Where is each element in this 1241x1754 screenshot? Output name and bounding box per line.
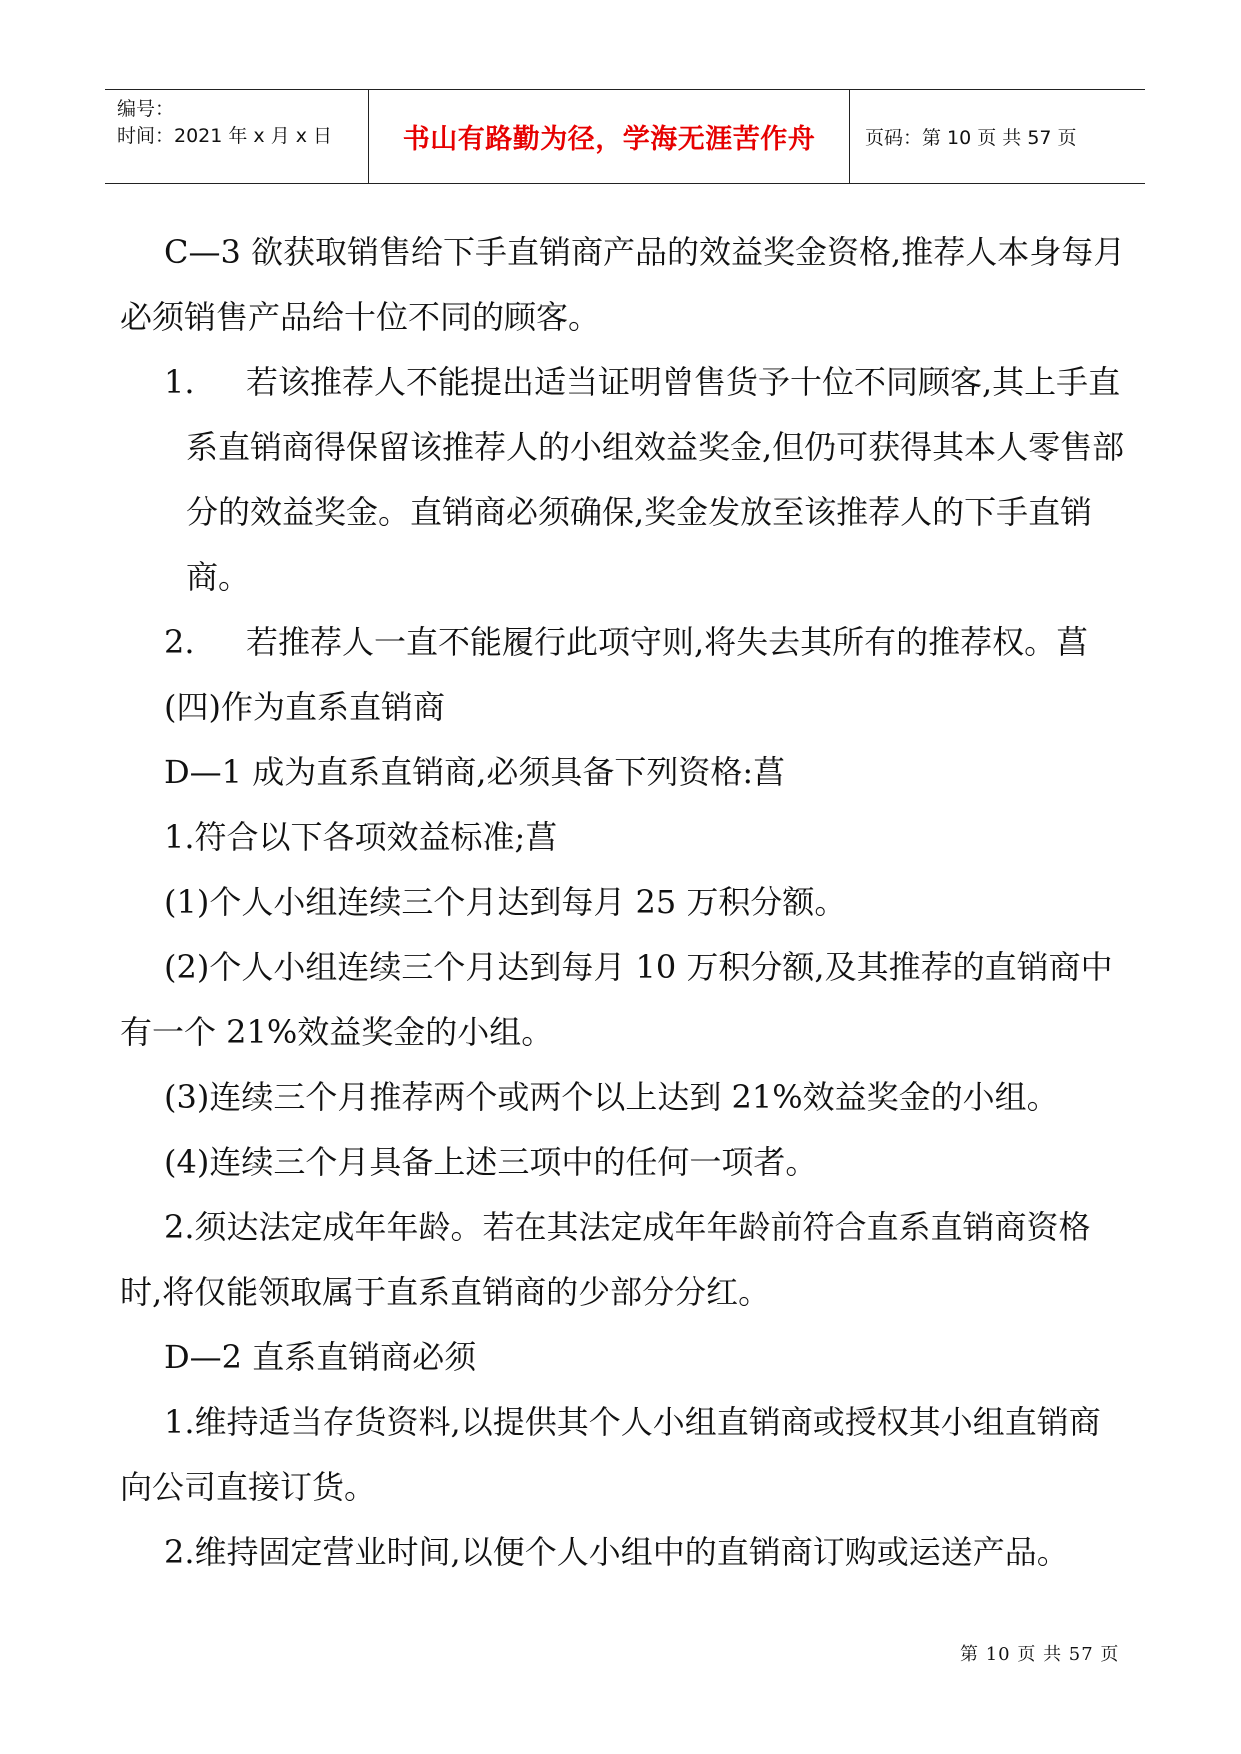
paragraph-age: 2.须达法定成年年龄。若在其法定成年年龄前符合直系直销商资格时,将仅能领取属于直系直销商的少部分分红。 — [120, 1208, 1091, 1311]
list-item-2-text: 若推荐人一直不能履行此项守则,将失去其所有的推荐权。菖 — [246, 623, 1089, 661]
header-number-label: 编号： — [117, 98, 175, 120]
header-page-info: 页码：第 10 页 共 57 页 — [865, 127, 1077, 149]
criteria-4: (4)连续三个月具备上述三项中的任何一项者。 — [164, 1143, 818, 1181]
criteria-2: (2)个人小组连续三个月达到每月 10 万积分额,及其推荐的直销商中有一个 21%效益奖金的小组。 — [120, 948, 1113, 1051]
paragraph-criteria: 1.符合以下各项效益标准;菖 — [164, 818, 558, 856]
page-footer: 第 10 页 共 57 页 — [960, 1644, 1120, 1665]
document-body — [120, 220, 1130, 1585]
paragraph-hours: 2.维持固定营业时间,以便个人小组中的直销商订购或运送产品。 — [164, 1533, 1069, 1571]
criteria-3: (3)连续三个月推荐两个或两个以上达到 21%效益奖金的小组。 — [164, 1078, 1059, 1116]
paragraph-c3: C—3 欲获取销售给下手直销商产品的效益奖金资格,推荐人本身每月必须销售产品给十位不同的顾客。 — [120, 233, 1126, 336]
paragraph-inventory: 1.维持适当存货资料,以提供其个人小组直销商或授权其小组直销商向公司直接订货。 — [120, 1403, 1101, 1506]
header-left-cell — [105, 90, 369, 183]
list-item-1-text: 若该推荐人不能提出适当证明曾售货予十位不同顾客,其上手直系直销商得保留该推荐人的小组效益奖金,但仍可获得其本人零售部分的效益奖金。直销商必须确保,奖金发放至该推荐人的下手直销商。 — [186, 363, 1125, 596]
list-item-2 — [120, 610, 1130, 675]
page-header — [105, 89, 1145, 184]
list-item-1 — [120, 350, 1130, 610]
paragraph-d2: D—2 直系直销商必须 — [164, 1338, 477, 1376]
criteria-1: (1)个人小组连续三个月达到每月 25 万积分额。 — [164, 883, 847, 921]
list-item-1-number: 1. — [164, 363, 195, 401]
header-time-label: 时间：2021 年 x 月 x 日 — [117, 125, 333, 147]
header-motto: 书山有路勤为径，学海无涯苦作舟 — [402, 124, 816, 155]
list-item-2-number: 2. — [164, 623, 195, 661]
header-right-cell — [851, 90, 1145, 183]
paragraph-d1: D—1 成为直系直销商,必须具备下列资格:菖 — [164, 753, 786, 791]
section-heading-4: (四)作为直系直销商 — [164, 688, 445, 726]
header-motto-cell — [369, 90, 850, 183]
